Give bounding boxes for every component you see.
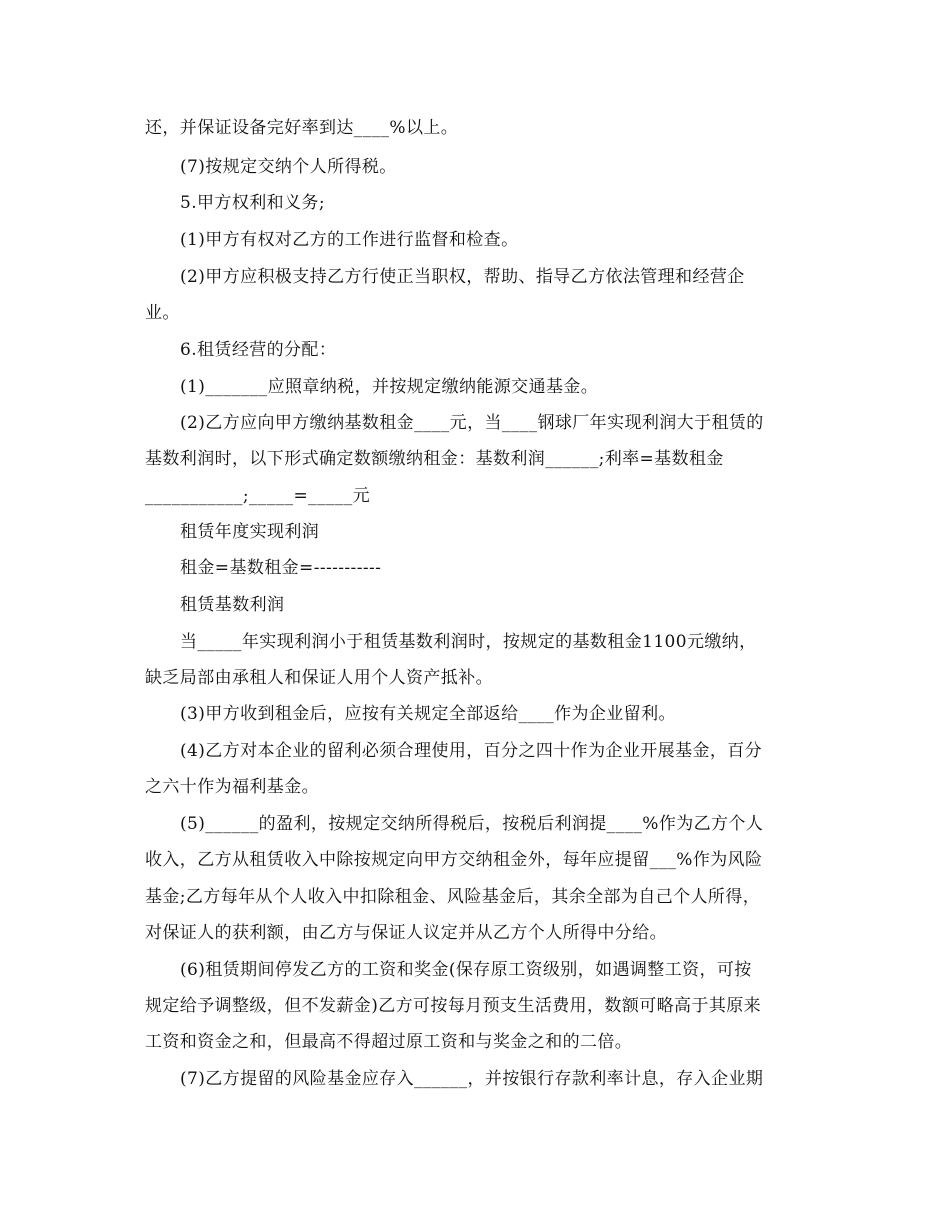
- formula-line: 租赁基数利润: [180, 595, 285, 615]
- text-line: (7)乙方提留的风险基金应存入______，并按银行存款利率计息，存入企业期: [180, 1069, 764, 1089]
- text-line: 之六十作为福利基金。: [145, 777, 319, 797]
- text-line: 基金;乙方每年从个人收入中扣除租金、风险基金后，其余全部为自己个人所得，: [145, 887, 761, 907]
- section-heading: 5.甲方权利和义务;: [180, 193, 325, 213]
- text-line: 业。: [145, 303, 180, 323]
- text-line: 缺乏局部由承租人和保证人用个人资产抵补。: [145, 668, 493, 688]
- text-line: (7)按规定交纳个人所得税。: [180, 157, 397, 177]
- text-line: (1)_______应照章纳税，并按规定缴纳能源交通基金。: [180, 377, 599, 397]
- text-line: 当_____年实现利润小于租赁基数利润时，按规定的基数租金1100元缴纳，: [180, 632, 757, 652]
- text-line: (6)租赁期间停发乙方的工资和奖金(保存原工资级别，如遇调整工资，可按: [180, 960, 752, 980]
- text-line: 还，并保证设备完好率到达____%以上。: [145, 118, 459, 138]
- text-line: 工资和资金之和，但最高不得超过原工资和与奖金之和的二倍。: [145, 1032, 633, 1052]
- text-line: (2)甲方应积极支持乙方行使正当职权，帮助、指导乙方依法管理和经营企: [180, 267, 745, 287]
- text-line: 对保证人的获利额，由乙方与保证人议定并从乙方个人所得中分给。: [145, 923, 667, 943]
- text-line: (2)乙方应向甲方缴纳基数租金____元，当____钢球厂年实现利润大于租赁的: [180, 413, 764, 433]
- text-line: (1)甲方有权对乙方的工作进行监督和检查。: [180, 230, 519, 250]
- text-line: (5)______的盈利，按规定交纳所得税后，按税后利润提____%作为乙方个人: [180, 814, 764, 834]
- text-line: 规定给予调整级，但不发薪金)乙方可按每月预支生活费用，数额可略高于其原来: [145, 996, 762, 1016]
- section-heading: 6.租赁经营的分配：: [180, 340, 337, 360]
- formula-line: 租金=基数租金=-----------: [180, 558, 382, 578]
- text-line: (4)乙方对本企业的留利必须合理使用，百分之四十作为企业开展基金，百分: [180, 741, 763, 761]
- text-line: ___________;_____=_____元: [145, 486, 371, 506]
- text-line: 基数利润时，以下形式确定数额缴纳租金：基数利润______;利率=基数租金: [145, 449, 724, 469]
- text-line: (3)甲方收到租金后，应按有关规定全部返给____作为企业留利。: [180, 704, 676, 724]
- formula-line: 租赁年度实现利润: [180, 522, 320, 542]
- text-line: 收入，乙方从租赁收入中除按规定向甲方交纳租金外，每年应提留___%作为风险: [145, 850, 763, 870]
